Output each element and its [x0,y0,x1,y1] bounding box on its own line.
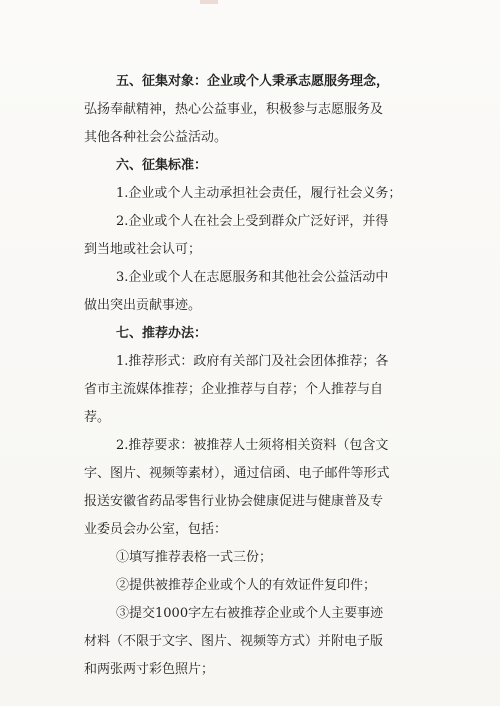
section-six-line-2: 2.企业或个人在社会上受到群众广泛好评，并得 [116,214,389,229]
section-seven-line-5: 字、图片、视频等素材），通过信函、电子邮件等形式 [84,466,390,481]
section-six-heading: 六、征集标准： [116,158,208,173]
section-five-line-2: 弘扬奉献精神，热心公益事业，积极参与志愿服务及 [84,102,384,117]
section-seven-line-1: 1.推荐形式：政府有关部门及社会团体推荐；各 [116,354,389,369]
scan-mark [200,0,218,4]
section-seven-line-8: ①填写推荐表格一式三份； [116,550,273,565]
section-seven-line-3: 荐。 [84,410,111,425]
section-seven-line-11: 材料（不限于文字、图片、视频等方式）并附电子版 [84,634,384,649]
section-five-line-3: 其他各种社会公益活动。 [84,130,228,145]
section-six-line-5: 做出突出贡献事迹。 [84,298,202,313]
section-seven-line-12: 和两张两寸彩色照片； [84,662,215,677]
section-seven-line-7: 业委员会办公室，包括： [84,522,228,537]
section-six-line-3: 到当地或社会认可； [84,242,202,257]
section-seven-line-9: ②提供被推荐企业或个人的有效证件复印件； [116,578,377,593]
section-six-line-4: 3.企业或个人在志愿服务和其他社会公益活动中 [116,270,389,285]
section-five-line-1: 五、征集对象：企业或个人秉承志愿服务理念， [116,74,390,89]
section-seven-line-2: 省市主流媒体推荐；企业推荐与自荐；个人推荐与自 [84,382,384,397]
section-six-line-1: 1.企业或个人主动承担社会责任，履行社会义务； [116,186,402,201]
section-seven-line-10: ③提交1000字左右被推荐企业或个人主要事迹 [116,606,384,621]
section-seven-line-6: 报送安徽省药品零售行业协会健康促进与健康普及专 [84,494,384,509]
section-seven-line-4: 2.推荐要求：被推荐人士须将相关资料（包含文 [116,438,389,453]
section-seven-heading: 七、推荐办法： [116,326,208,341]
